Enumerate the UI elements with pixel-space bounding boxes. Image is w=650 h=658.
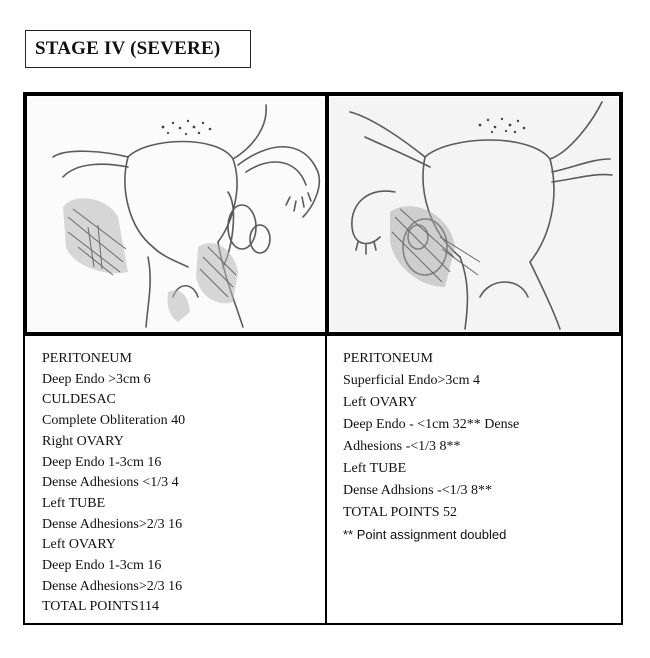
- list-item: Dense Adhsions -<1/3 8**: [343, 483, 493, 498]
- uterus-sketch-right: [330, 97, 618, 331]
- doubled-points-note: ** Point assignment doubled: [343, 527, 507, 542]
- vertical-divider-top: [325, 93, 329, 336]
- list-item: Deep Endo - <1cm 32** Dense: [343, 417, 520, 432]
- list-item: Left OVARY: [343, 395, 418, 410]
- list-item: Deep Endo 1-3cm 16: [42, 558, 162, 574]
- list-item: PERITONEUM: [343, 351, 433, 366]
- list-item: Left TUBE: [343, 461, 407, 476]
- list-item: Dense Adhesions>2/3 16: [42, 578, 183, 594]
- uterus-sketch-left: [28, 97, 324, 331]
- list-item: Adhesions -<1/3 8**: [343, 439, 461, 454]
- list-item: Dense Adhesions <1/3 4: [42, 475, 179, 491]
- list-item: Superficial Endo>3cm 4: [343, 373, 480, 388]
- list-item: Deep Endo 1-3cm 16: [42, 454, 162, 470]
- right-points-list: [343, 348, 519, 546]
- list-item: CULDESAC: [42, 392, 116, 408]
- stage-title: STAGE IV (SEVERE): [35, 38, 221, 59]
- list-item: Right OVARY: [42, 433, 124, 449]
- frame-top-bar: [24, 93, 622, 96]
- list-item: Complete Obliteration 40: [42, 413, 186, 429]
- total-points-right: TOTAL POINTS 52: [343, 505, 457, 520]
- left-points-list: [42, 349, 185, 618]
- list-item: Left OVARY: [42, 537, 117, 553]
- total-points-left: TOTAL POINTS114: [42, 599, 159, 615]
- list-item: PERITONEUM: [42, 351, 132, 366]
- frame-left-bar: [24, 93, 27, 335]
- horizontal-divider: [24, 332, 622, 336]
- stage-title-box: [25, 30, 251, 68]
- list-item: Dense Adhesions>2/3 16: [42, 516, 183, 532]
- list-item: Left TUBE: [42, 495, 106, 511]
- frame-right-bar: [619, 93, 622, 335]
- list-item: Deep Endo >3cm 6: [42, 371, 151, 387]
- vertical-divider-bottom: [325, 336, 327, 624]
